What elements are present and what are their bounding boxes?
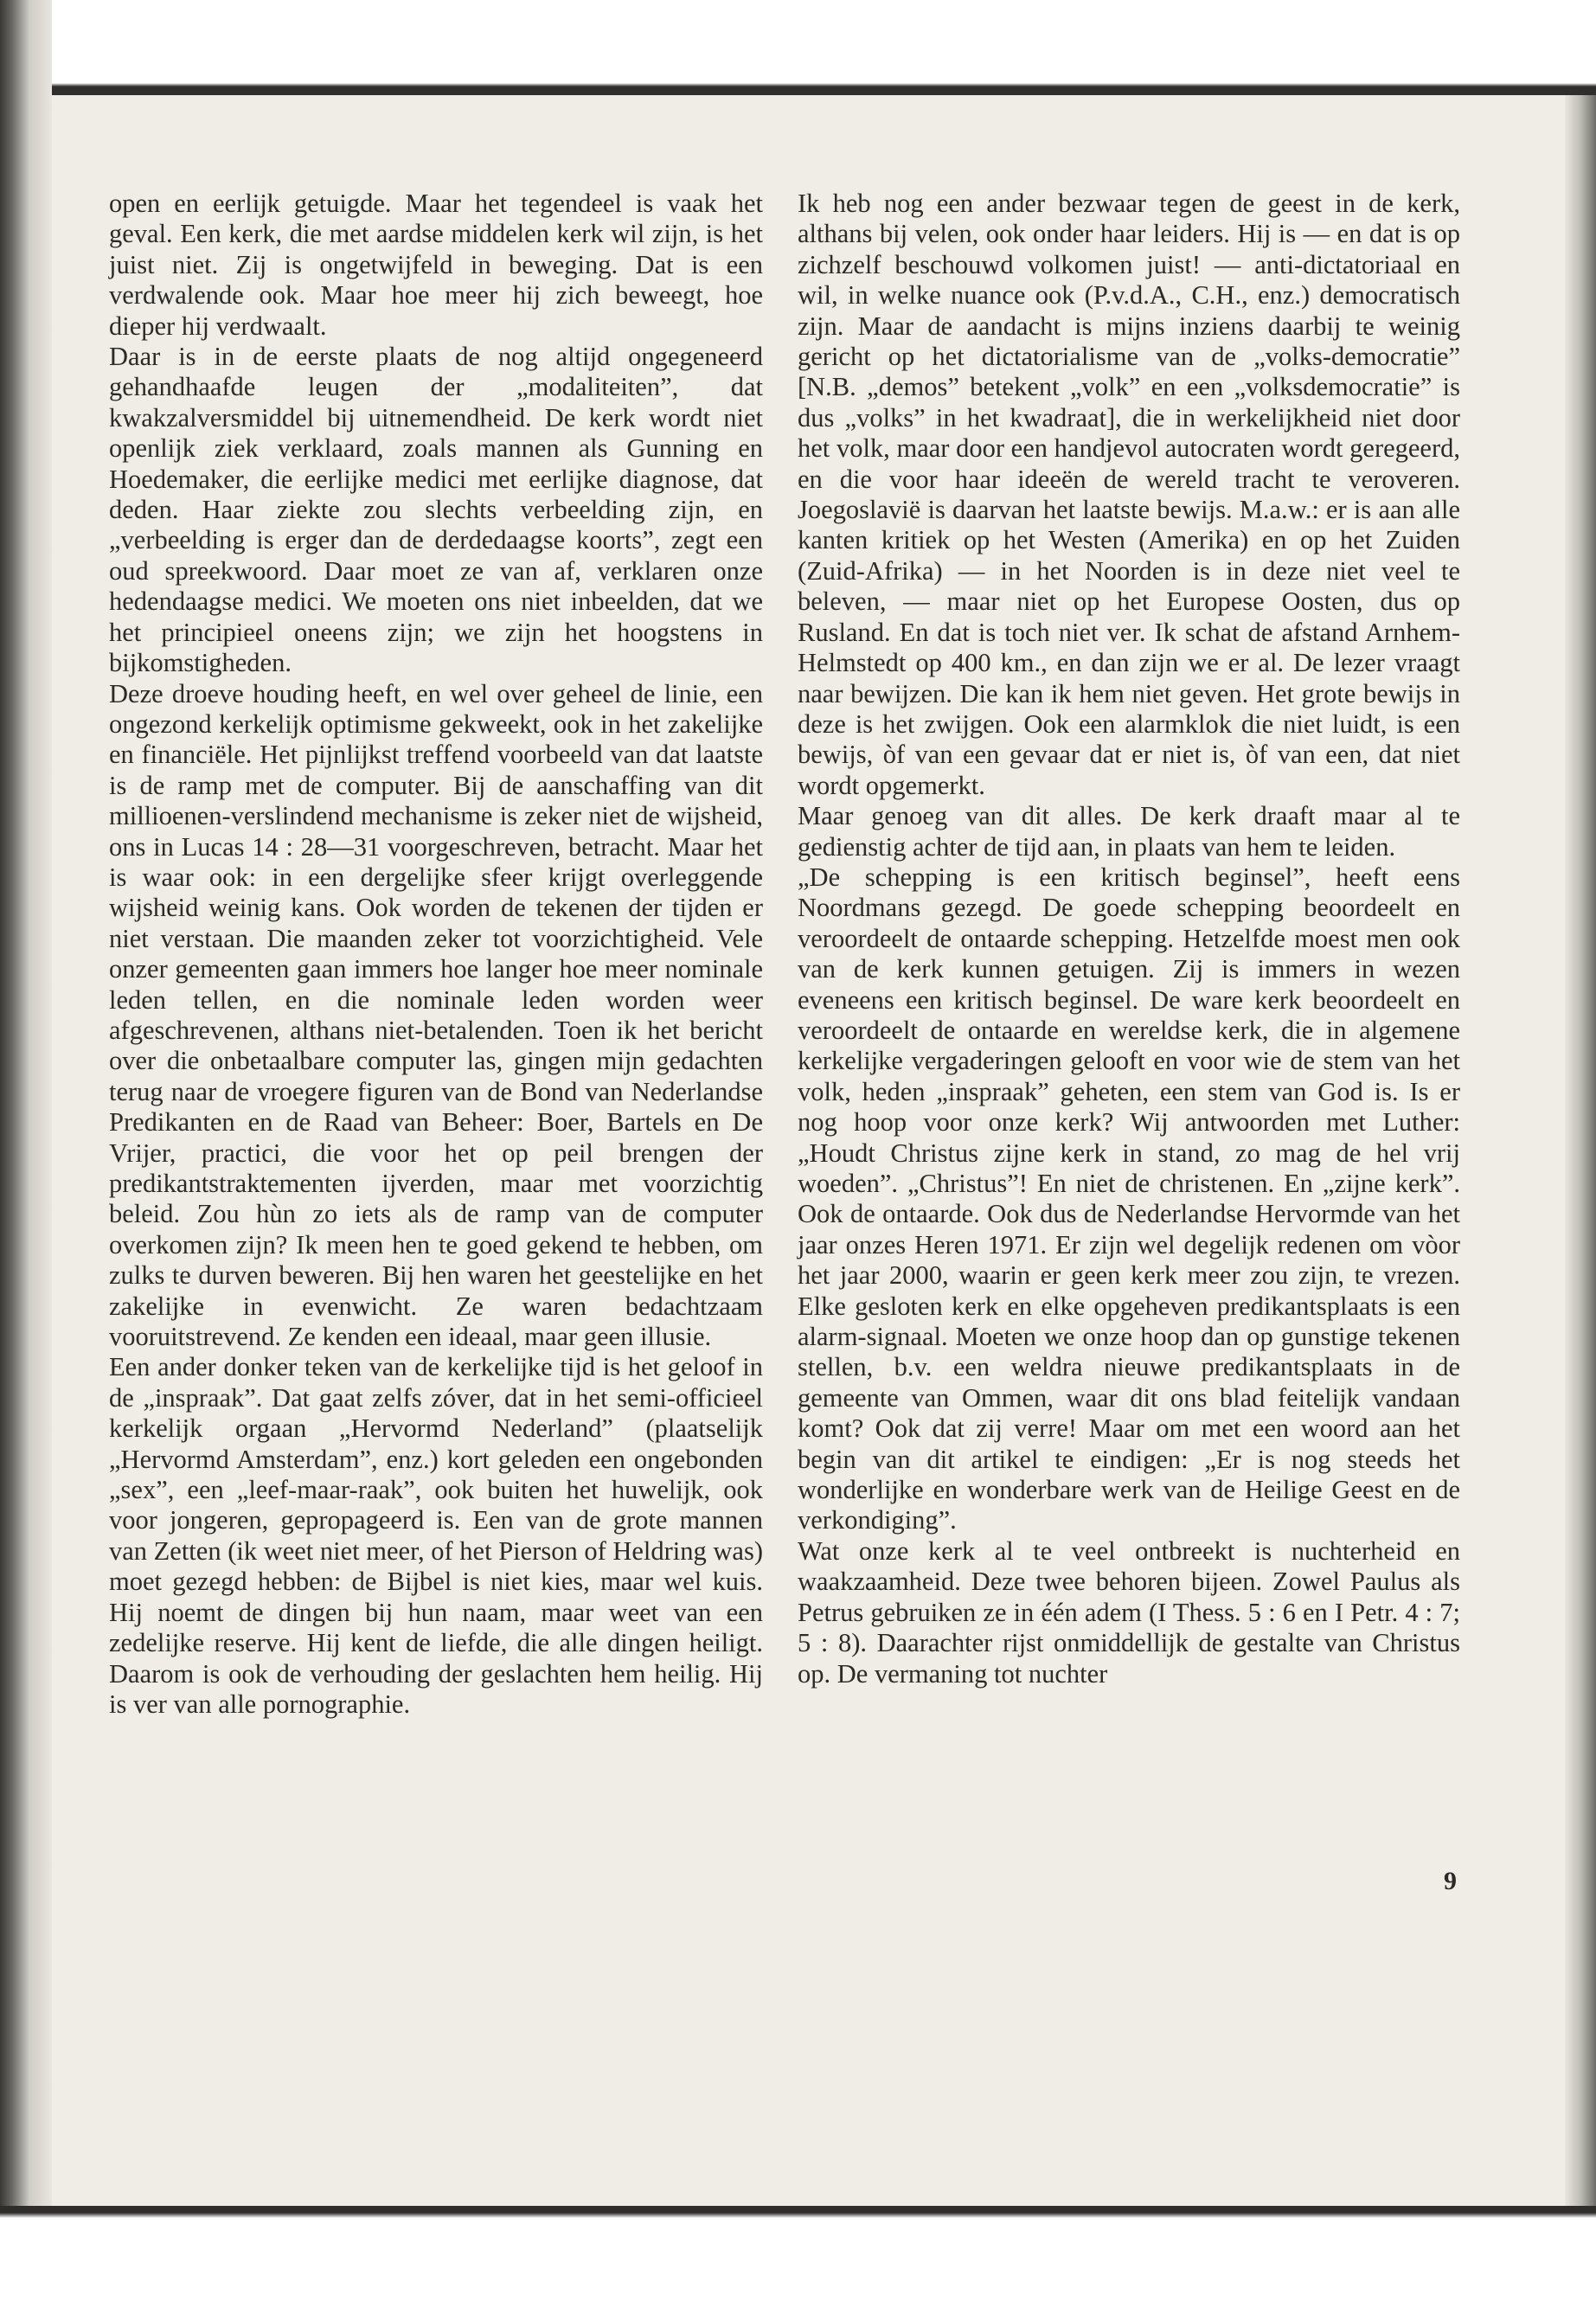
paragraph: Daar is in de eerste plaats de nog altijd ongegeneerd gehandhaafde leugen der „modaliteiten”, dat kwakzalversmiddel bij uitnemendheid. De kerk wordt niet openlijk ziek verklaard, zoals mannen als Gunning en Hoedemaker, die eerlijke medici met eerlijke diagnose, dat deden. Haar ziekte zou slechts verbeelding zijn, en „verbeelding is erger dan de derdedaagse koorts”, zegt een oud spreekwoord. Daar moet ze van af, verklaren onze hedendaagse medici. We moeten ons niet inbeelden, dat we het principieel oneens zijn; we zijn het hoogstens in bijkomstigheden. — [109, 342, 763, 678]
paragraph: Een ander donker teken van de kerkelijke tijd is het geloof in de „inspraak”. Dat gaat zelfs zóver, dat in het semi-officieel kerkelijk orgaan „Hervormd Nederland” (plaatselijk „Hervormd Amsterdam”, enz.) kort geleden een ongebonden „sex”, een „leef-maar-raak”, ook buiten het huwelijk, ook voor jongeren, gepropageerd is. Een van de grote mannen van Zetten (ik weet niet meer, of het Pierson of Heldring was) moet gezegd hebben: de Bijbel is niet kies, maar wel kuis. Hij noemt de dingen bij hun naam, maar weet van een zedelijke reserve. Hij kent de liefde, die alle dingen heiligt. Daarom is ook de verhouding der geslachten hem heilig. Hij is ver van alle pornographie. — [109, 1352, 763, 1719]
paragraph: Wat onze kerk al te veel ontbreekt is nuchterheid en waakzaamheid. Deze twee behoren bijeen. Zowel Paulus als Petrus gebruiken ze in één adem (I Thess. 5 : 6 en I Petr. 4 : 7; 5 : 8). Daarachter rijst onmiddellijk de gestalte van Christus op. De vermaning tot nuchter — [798, 1535, 1460, 1689]
scan-border-left — [0, 0, 52, 2301]
paragraph: open en eerlijk getuigde. Maar het tegendeel is vaak het geval. Een kerk, die met aardse middelen kerk wil zijn, is het juist niet. Zij is ongetwijfeld in beweging. Dat is een verdwalende ook. Maar hoe meer hij zich beweegt, hoe dieper hij verdwaalt. — [109, 189, 763, 341]
right-text-column — [798, 189, 1460, 1689]
scan-border-top — [0, 0, 1596, 95]
paragraph: „De schepping is een kritisch beginsel”, heeft eens Noordmans gezegd. De goede schepping beoordeelt en veroordeelt de ontaarde schepping. Hetzelfde moest men ook van de kerk kunnen getuigen. Zij is immers in wezen eveneens een kritisch beginsel. De ware kerk beoordeelt en veroordeelt de ontaarde en wereldse kerk, die in algemene kerkelijke vergaderingen gelooft en voor wie de stem van het volk, heden „inspraak” geheten, een stem van God is. Is er nog hoop voor onze kerk? Wij antwoorden met Luther: „Houdt Christus zijne kerk in stand, zo mag de hel vrij woeden”. „Christus”! En niet de christenen. En „zijne kerk”. Ook de ontaarde. Ook dus de Nederlandse Hervormde van het jaar onzes Heren 1971. Er zijn wel degelijk redenen om vòor het jaar 2000, waarin er geen kerk meer zou zijn, te vrezen. Elke gesloten kerk en elke opgeheven predikantsplaats is een alarm-signaal. Moeten we onze hoop dan op gunstige tekenen stellen, b.v. een weldra nieuwe predikantsplaats in de gemeente van Ommen, waar dit ons blad feitelijk vandaan komt? Ook dat zij verre! Maar om met een woord aan het begin van dit artikel te eindigen: „Er is nog steeds het wonderlijke en wonderbare werk van de Heilige Geest en de verkondiging”. — [798, 862, 1460, 1535]
scan-border-bottom — [0, 2206, 1596, 2301]
left-text-column — [109, 189, 763, 1720]
scan-border-right — [1565, 95, 1596, 2206]
paragraph: Deze droeve houding heeft, en wel over geheel de linie, een ongezond kerkelijk optimisme gekweekt, ook in het zakelijke en financiële. Het pijnlijkst treffend voorbeeld van dat laatste is de ramp met de computer. Bij de aanschaffing van dit millioenen-verslindend mechanisme is zeker niet de wijsheid, ons in Lucas 14 : 28—31 voorgeschreven, betracht. Maar het is waar ook: in een dergelijke sfeer krijgt overleggende wijsheid weinig kans. Ook worden de tekenen der tijden er niet verstaan. Die maanden zeker tot voorzichtigheid. Vele onzer gemeenten gaan immers hoe langer hoe meer nominale leden tellen, en die nominale leden worden weer afgeschrevenen, althans niet-betalenden. Toen ik het bericht over die onbetaalbare computer las, gingen mijn gedachten terug naar de vroegere figuren van de Bond van Nederlandse Predikanten en de Raad van Beheer: Boer, Bartels en De Vrijer, practici, die voor het op peil brengen der predikantstraktementen ijverden, maar met voorzichtig beleid. Zou hùn zo iets als de ramp van de computer overkomen zijn? Ik meen hen te goed gekend te hebben, om zulks te durven beweren. Bij hen waren het geestelijke en het zakelijke in evenwicht. Ze waren bedachtzaam vooruitstrevend. Ze kenden een ideaal, maar geen illusie. — [109, 678, 763, 1352]
paragraph: Ik heb nog een ander bezwaar tegen de geest in de kerk, althans bij velen, ook onder haar leiders. Hij is — en dat is op zichzelf beschouwd volkomen juist! — anti-dictatoriaal en wil, in welke nuance ook (P.v.d.A., C.H., enz.) democratisch zijn. Maar de aandacht is mijns inziens daarbij te weinig gericht op het dictatorialisme van de „volks-democratie” [N.B. „demos” betekent „volk” en een „volksdemocratie” is dus „volks” in het kwadraat], die in werkelijkheid niet door het volk, maar door een handjevol autocraten wordt geregeerd, en die voor haar ideeën de wereld tracht te veroveren. Joegoslavië is daarvan het laatste bewijs. M.a.w.: er is aan alle kanten kritiek op het Westen (Amerika) en op het Zuiden (Zuid-Afrika) — in het Noorden is in deze niet veel te beleven, — maar niet op het Europese Oosten, dus op Rusland. En dat is toch niet ver. Ik schat de afstand Arnhem-Helmstedt op 400 km., en dan zijn we er al. De lezer vraagt naar bewijzen. Die kan ik hem niet geven. Het grote bewijs in deze is het zwijgen. Ook een alarmklok die niet luidt, is een bewijs, òf van een gevaar dat er niet is, òf van een, dat niet wordt opgemerkt. — [798, 189, 1460, 800]
paragraph: Maar genoeg van dit alles. De kerk draaft maar al te gedienstig achter de tijd aan, in plaats van hem te leiden. — [798, 801, 1460, 862]
document-page — [52, 95, 1565, 2206]
page-number: 9 — [1444, 1867, 1457, 1895]
